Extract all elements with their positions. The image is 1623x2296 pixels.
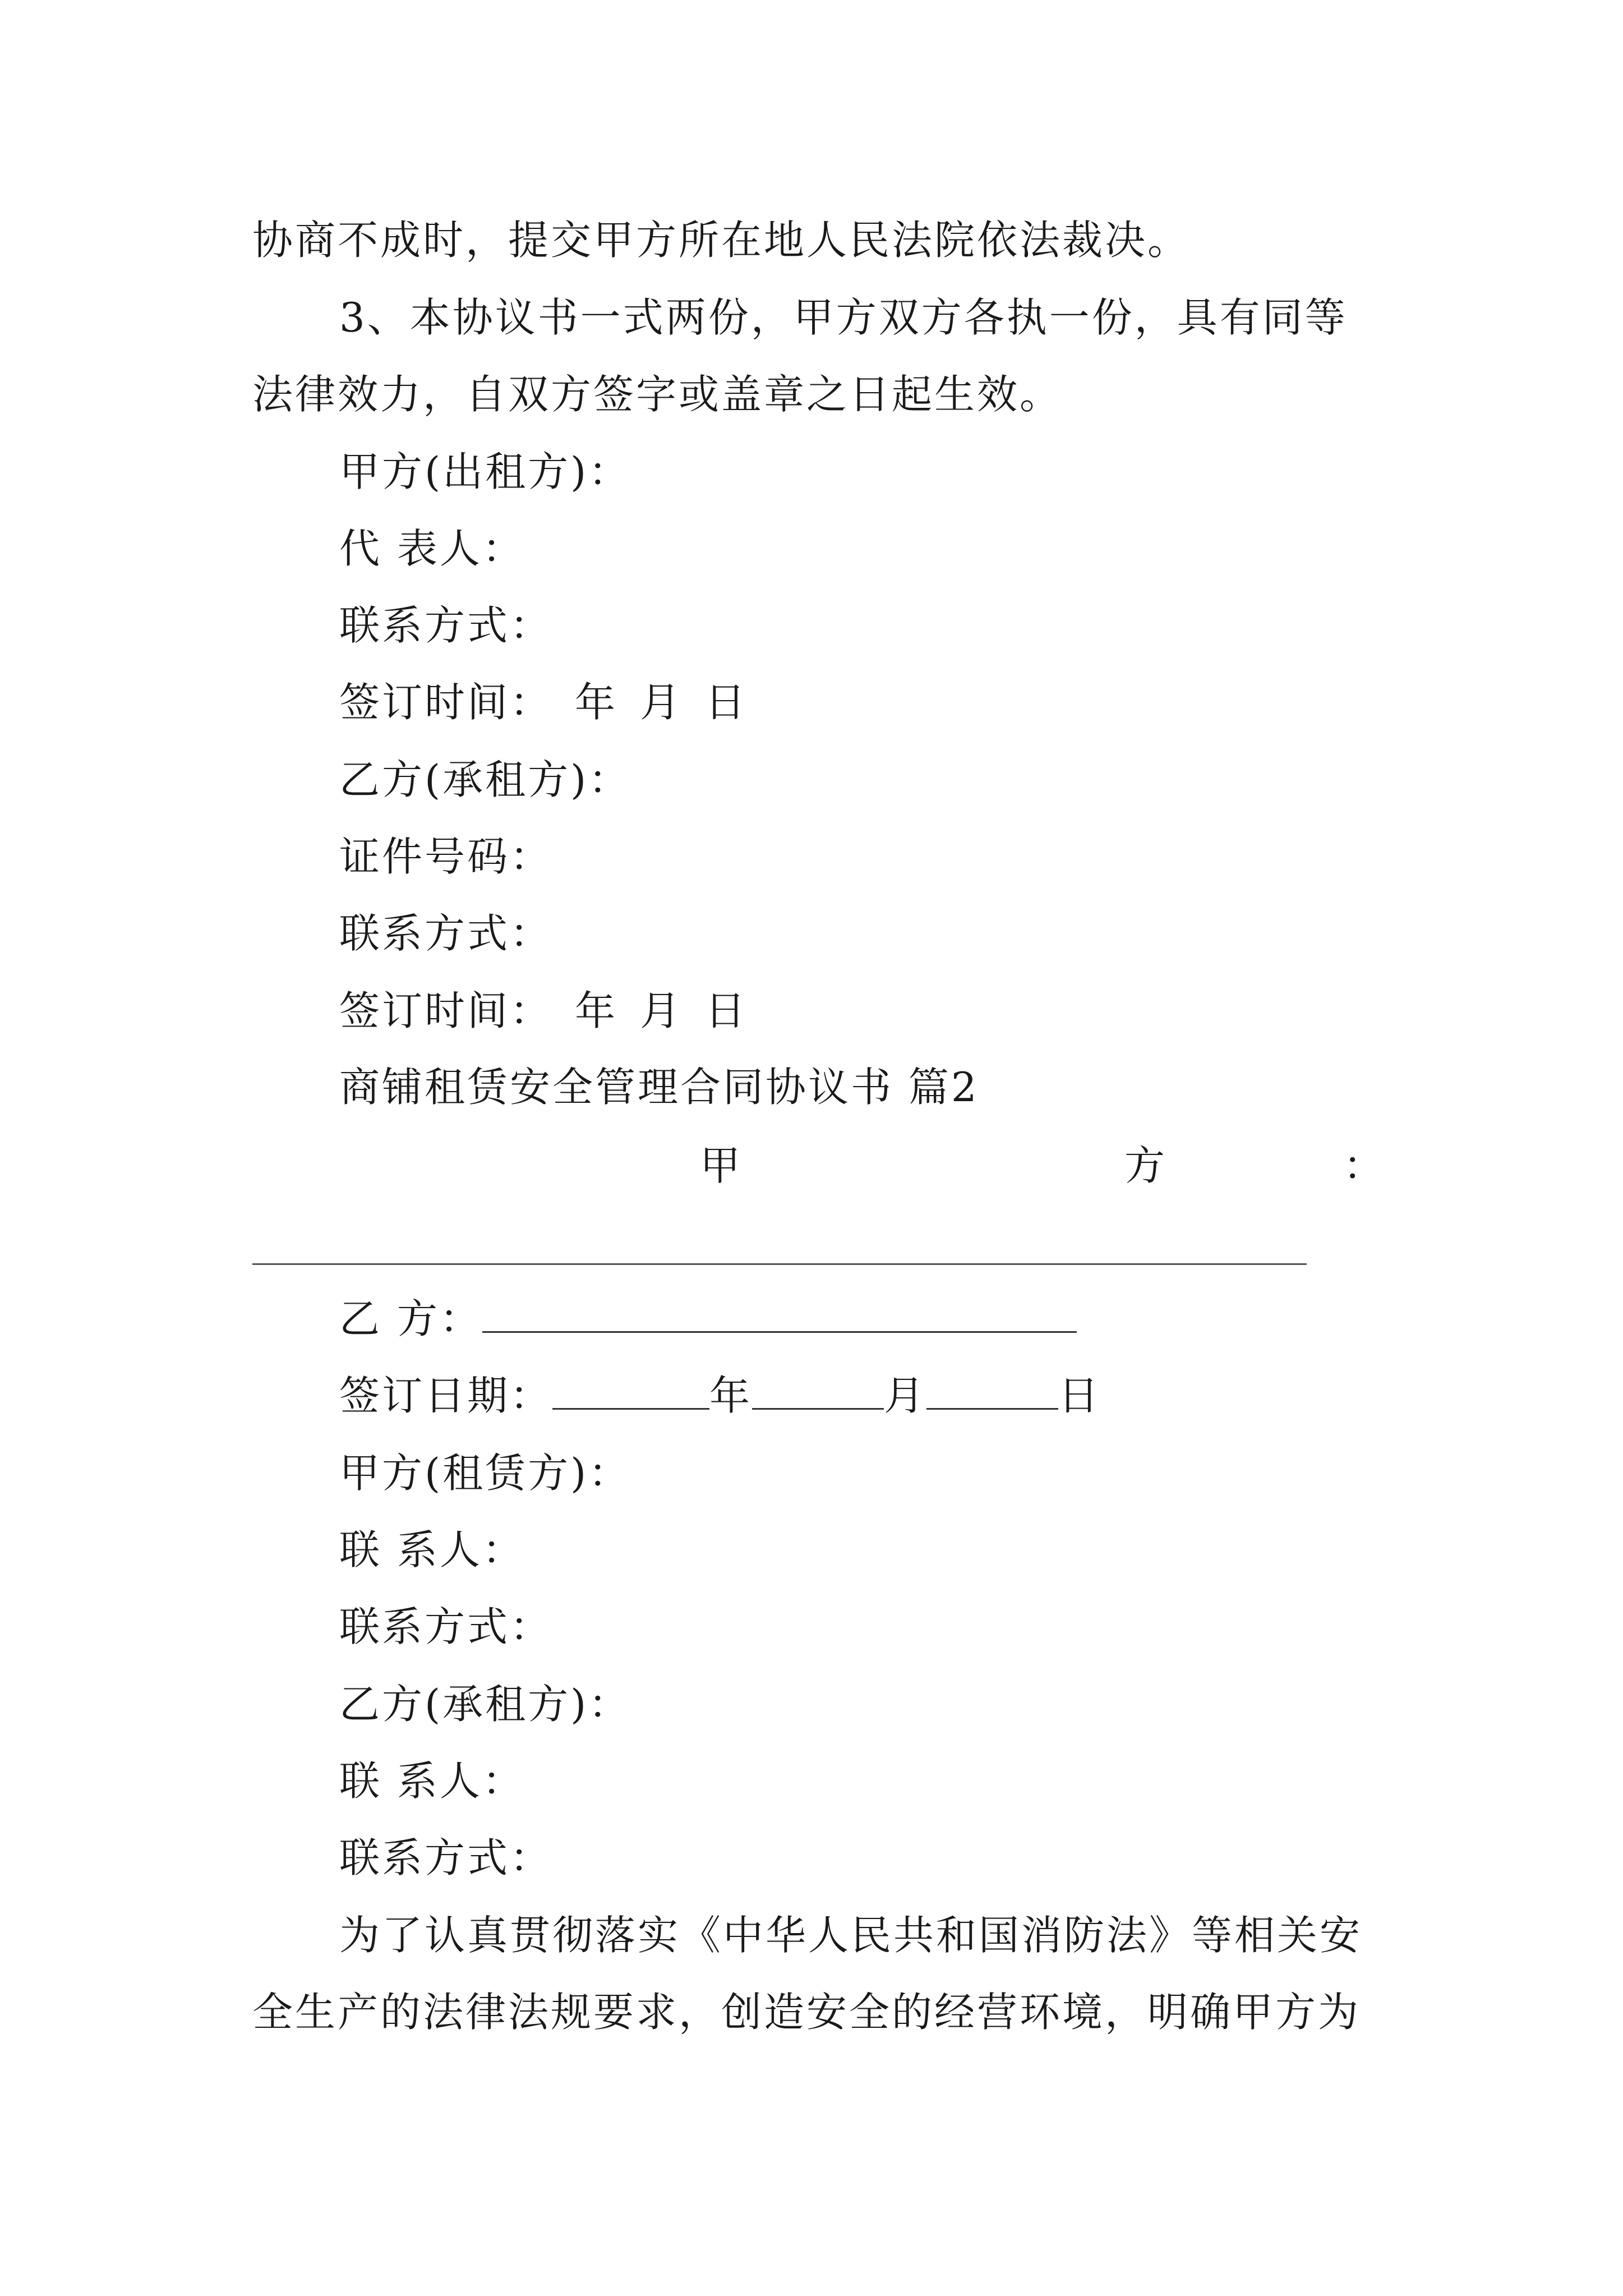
party-a-underline [252,1263,1307,1265]
contact-person-label-2: 联 系人： [339,1757,525,1805]
contact-label-4: 联系方式： [339,1834,553,1881]
month-label: 月 [640,679,683,726]
sign-date-label: 签订日期： [339,1372,553,1419]
party-b-label: 乙 方： [339,1295,482,1342]
id-number-label: 证件号码： [339,833,553,880]
month-label: 月 [884,1372,927,1419]
day-label: 日 [705,987,748,1034]
month-label: 月 [640,987,683,1034]
paragraph-copies-line2: 法律效力，自双方签字或盖章之日起生效。 [252,371,1063,418]
day-blank [926,1369,1058,1410]
year-label: 年 [709,1372,753,1419]
day-label: 日 [705,679,748,726]
section-title: 商铺租赁安全管理合同协议书 篇2 [339,1064,979,1111]
party-b-row [339,1292,1077,1346]
contact-label-3: 联系方式： [339,1603,553,1650]
party-b-lessee-label: 乙方(承租方)： [339,756,631,803]
party-a-lessor-label: 甲方(出租方)： [339,448,631,495]
paragraph-fire-law-line2: 全生产的法律法规要求，创造安全的经营环境，明确甲方为 [252,1989,1361,2036]
sign-time-row-2 [339,984,748,1038]
year-blank [552,1369,709,1410]
contact-person-label-1: 联 系人： [339,1526,525,1573]
party-a-lessor2-label: 甲方(租赁方)： [339,1450,631,1497]
spread-char-fang: 方 [1124,1142,1165,1189]
spread-char-jia: 甲 [700,1142,741,1189]
representative-label: 代 表人： [339,525,525,572]
month-blank [752,1369,884,1410]
party-b-lessee2-label: 乙方(承租方)： [339,1681,631,1728]
sign-time-label: 签订时间： [339,987,553,1034]
year-label: 年 [575,987,618,1034]
sign-time-label: 签订时间： [339,679,553,726]
paragraph-copies-line1: 3、本协议书一式两份，甲方双方各执一份，具有同等 [339,294,1348,341]
paragraph-fire-law-line1: 为了认真贯彻落实《中华人民共和国消防法》等相关安 [339,1912,1363,1959]
contact-label-2: 联系方式： [339,910,553,957]
paragraph-dispute: 协商不成时，提交甲方所在地人民法院依法裁决。 [252,217,1191,264]
sign-time-row-1 [339,675,748,729]
sign-date-row [339,1369,1101,1423]
spread-char-colon: ： [1343,1142,1384,1189]
day-label: 日 [1058,1372,1101,1419]
contact-label-1: 联系方式： [339,602,553,649]
year-label: 年 [575,679,618,726]
party-b-blank [482,1292,1077,1333]
